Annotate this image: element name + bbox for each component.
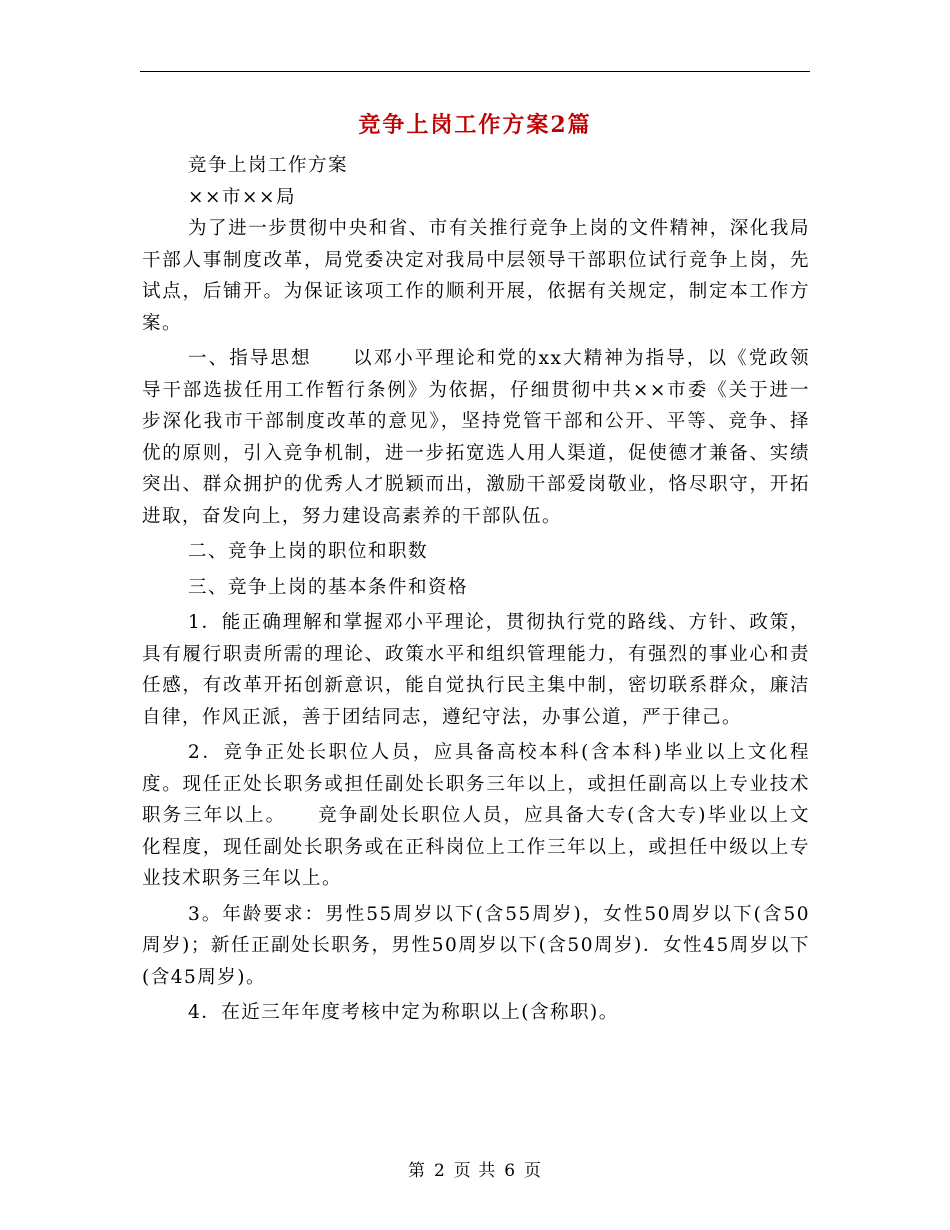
document-body (142, 150, 810, 1033)
paragraph-issuer: ××市××局 (188, 186, 297, 208)
paragraph-condition-3: 3。年龄要求：男性55周岁以下(含55周岁)，女性50周岁以下(含50周岁)；新任正副处长职务，男性50周岁以下(含50周岁)．女性45周岁以下(含45周岁)。 (142, 903, 810, 988)
footer-suffix: 页 (524, 1161, 543, 1181)
page-footer (0, 1156, 950, 1181)
footer-total-pages: 6 (504, 1161, 517, 1181)
paragraph-intro: 为了进一步贯彻中央和省、市有关推行竞争上岗的文件精神，深化我局干部人事制度改革，局党委决定对我局中层领导干部职位试行竞争上岗，先试点，后铺开。为保证该项工作的顺利开展，依据有关规定，制定本工作方案。 (142, 218, 810, 334)
paragraph-conditions-heading: 三、竞争上岗的基本条件和资格 (188, 576, 469, 598)
paragraph-condition-2: 2．竞争正处长职位人员，应具备高校本科(含本科)毕业以上文化程度。现任正处长职务或担任副处长职务三年以上，或担任副高以上专业技术职务三年以上。 竞争副处长职位人员，应具备大专(含大专)毕业以上文化程度，现任副处长职务或在正科岗位上工作三年以上，或担任中级以上专业技术职务三年以上。 (142, 742, 810, 889)
paragraph-condition-4: 4．在近三年年度考核中定为称职以上(含称职)。 (188, 1002, 619, 1023)
paragraph-doc-name: 竞争上岗工作方案 (188, 155, 349, 176)
paragraph-guiding-ideology: 一、指导思想 以邓小平理论和党的xx大精神为指导，以《党政领导干部选拔任用工作暂行条例》为依据，仔细贯彻中共××市委《关于进一步深化我市干部制度改革的意见》，坚持党管干部和公开、平等、竞争、择优的原则，引入竞争机制，进一步拓宽选人用人渠道，促使德才兼备、实绩突出、群众拥护的优秀人才脱颖而出，激励干部爱岗敬业，恪尽职守，开拓进取，奋发向上，努力建设高素养的干部队伍。 (142, 348, 810, 527)
paragraph-condition-1: 1．能正确理解和掌握邓小平理论，贯彻执行党的路线、方针、政策，具有履行职责所需的理论、政策水平和组织管理能力，有强烈的事业心和责任感，有改革开拓创新意识，能自觉执行民主集中制，密切联系群众，廉洁自律，作风正派，善于团结同志，遵纪守法，办事公道，严于律己。 (142, 612, 810, 728)
header-rule (140, 71, 810, 72)
paragraph-positions-heading: 二、竞争上岗的职位和职数 (188, 541, 429, 562)
footer-prefix: 第 (407, 1161, 426, 1181)
footer-middle: 页 共 (453, 1161, 497, 1181)
document-title: 竞争上岗工作方案2篇 (358, 112, 592, 138)
footer-page-number: 2 (433, 1161, 446, 1181)
